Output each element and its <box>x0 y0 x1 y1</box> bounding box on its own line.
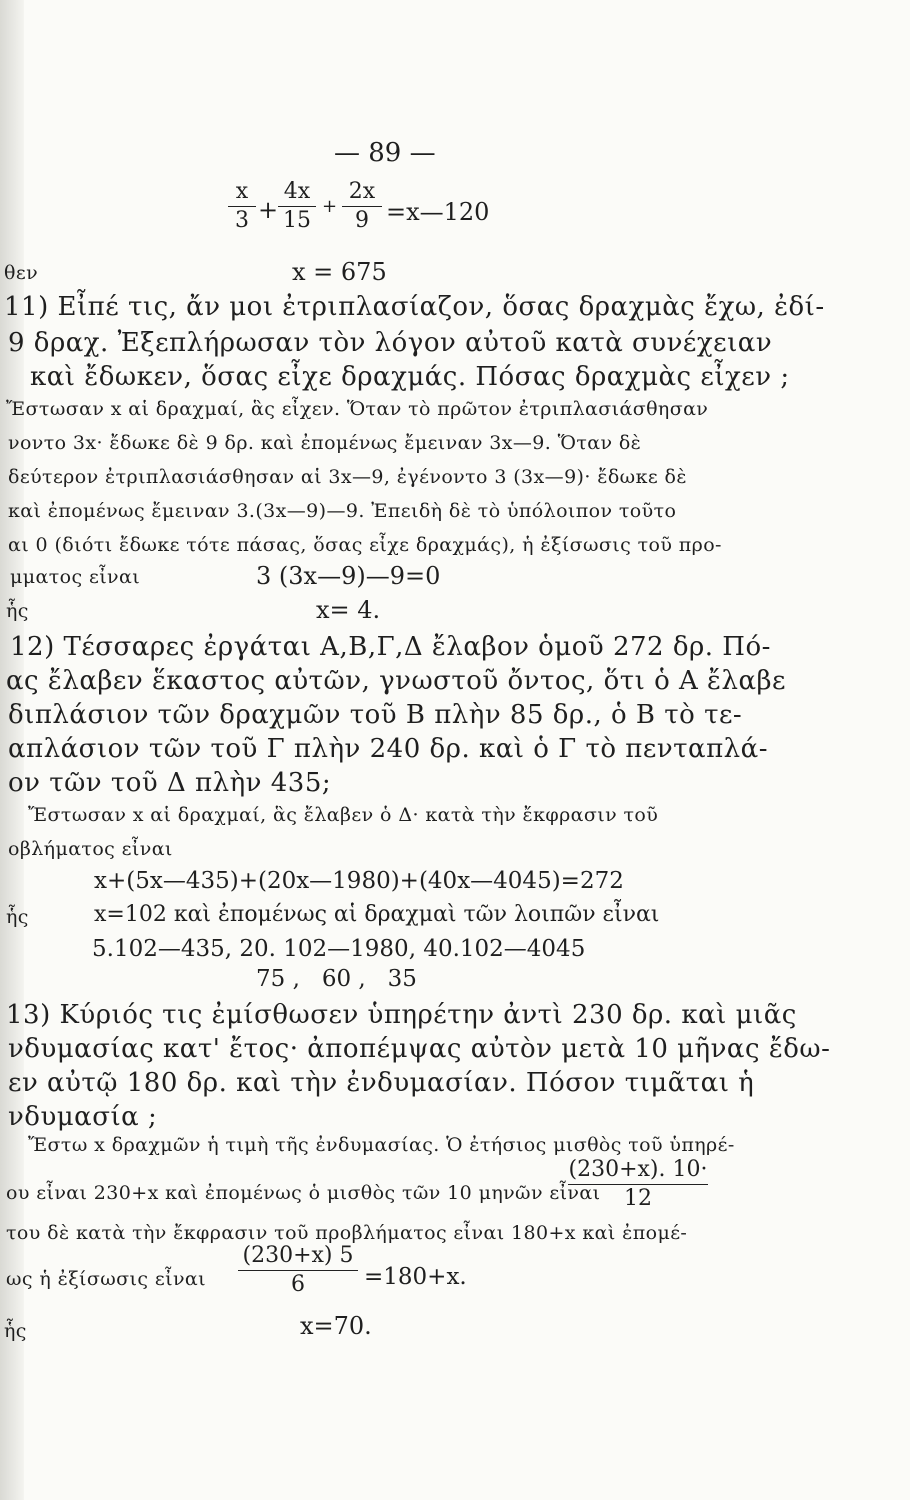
p11-line10-equation: x= 4. <box>316 596 381 624</box>
p13-line8-rhs: =180+x. <box>364 1264 467 1290</box>
hothen-equation: x = 675 <box>292 258 387 286</box>
p11-line10-label: ἧς <box>6 600 29 622</box>
p11-line6: δεύτερον ἐτριπλασιάσθησαν αἱ 3x—9, ἐγένοντο 3 (3x—9)· ἔδωκε δὲ <box>8 466 687 488</box>
p12-line5: ον τῶν τοῦ Δ πλὴν 435; <box>8 768 332 798</box>
p13-line8-fraction: (230+x) 5 6 <box>238 1244 358 1297</box>
p13-line5: Ἔστω x δραχμῶν ἡ τιμὴ τῆς ἐνδυμασίας. Ὁ ἐτήσιος μισθὸς τοῦ ὑπηρέ- <box>28 1134 735 1156</box>
eq1-plus-1: + <box>258 196 279 224</box>
p12-equation: x+(5x—435)+(20x—1980)+(40x—4045)=272 <box>94 868 624 894</box>
p11-line4: Ἔστωσαν x αἱ δραχμαί, ἃς εἶχεν. Ὅταν τὸ πρῶτον ἐτριπλασιάσθησαν <box>6 398 709 420</box>
p11-line9-equation: 3 (3x—9)—9=0 <box>256 562 441 590</box>
p12-line10: 5.102—435, 20. 102—1980, 40.102—4045 <box>92 936 586 962</box>
p13-line6-fraction: (230+x). 10· 12 <box>568 1157 708 1211</box>
p12-line11: 75 , 60 , 35 <box>256 966 417 992</box>
p11-line2: 9 δραχ. Ἐξεπλήρωσαν τὸν λόγον αὐτοῦ κατὰ συνέχειαν <box>8 328 773 358</box>
eq1-plus-2: + <box>322 196 338 217</box>
p12-line2: ας ἔλαβεν ἕκαστος αὐτῶν, γνωστοῦ ὄντος, ὅτι ὁ Α ἔλαβε <box>6 666 787 696</box>
p13-line8-label: ως ἡ ἐξίσωσις εἶναι <box>6 1268 206 1290</box>
p13-line4: νδυμασία ; <box>8 1102 158 1132</box>
p12-line9-label: ἧς <box>6 906 29 928</box>
page-number: — 89 — <box>334 138 436 168</box>
p12-line9: x=102 καὶ ἐπομένως αἱ δραχμαὶ τῶν λοιπῶν εἶναι <box>94 902 660 927</box>
p12-line6: Ἔστωσαν x αἱ δραχμαί, ἃς ἔλαβεν ὁ Δ· κατὰ τὴν ἔκφρασιν τοῦ <box>28 804 659 826</box>
p12-line7: οβλήματος εἶναι <box>8 838 173 860</box>
eq1-fraction-2: 4x 15 <box>278 180 316 233</box>
eq1-fraction-3: 2x 9 <box>342 180 382 233</box>
p13-line9-equation: x=70. <box>300 1312 372 1340</box>
p11-line5: νοντο 3x· ἔδωκε δὲ 9 δρ. καὶ ἐπομένως ἔμειναν 3x—9. Ὅταν δὲ <box>8 432 642 454</box>
p12-line4: απλάσιον τῶν τοῦ Γ πλὴν 240 δρ. καὶ ὁ Γ τὸ πενταπλά- <box>8 734 768 764</box>
p11-line8: αι 0 (διότι ἔδωκε τότε πάσας, ὅσας εἶχε δραχμάς), ἡ ἐξίσωσις τοῦ προ- <box>8 534 722 556</box>
p13-line3: εν αὐτῷ 180 δρ. καὶ τὴν ἐνδυμασίαν. Πόσον τιμᾶται ἡ <box>8 1068 755 1098</box>
p11-line7: καὶ ἐπομένως ἔμειναν 3.(3x—9)—9. Ἐπειδὴ δὲ τὸ ὑπόλοιπον τοῦτο <box>8 500 677 522</box>
p12-line3: διπλάσιον τῶν δραχμῶν τοῦ Β πλὴν 85 δρ., ὁ Β τὸ τε- <box>8 700 743 730</box>
eq1-rhs: =x—120 <box>386 198 490 226</box>
p13-line7: του δὲ κατὰ τὴν ἔκφρασιν τοῦ προβλήματος εἶναι 180+x καὶ ἐπομέ- <box>6 1222 688 1244</box>
p13-line2: νδυμασίας κατ' ἔτος· ἀποπέμψας αὐτὸν μετὰ 10 μῆνας ἔδω- <box>8 1034 831 1064</box>
hothen-label: θεν <box>4 262 39 284</box>
p11-line1: 11) Εἶπέ τις, ἄν μοι ἐτριπλασίαζον, ὅσας δραχμὰς ἔχω, ἐδί- <box>4 292 825 322</box>
p11-line3: καὶ ἔδωκεν, ὅσας εἶχε δραχμάς. Πόσας δραχμὰς εἶχεν ; <box>30 362 790 392</box>
p13-line9-label: ἧς <box>4 1320 27 1342</box>
p11-line9-label: μματος εἶναι <box>10 566 141 588</box>
p13-line1: 13) Κύριός τις ἐμίσθωσεν ὑπηρέτην ἀντὶ 230 δρ. καὶ μιᾶς <box>6 1000 797 1030</box>
p12-line1: 12) Τέσσαρες ἐργάται Α,Β,Γ,Δ ἔλαβον ὁμοῦ 272 δρ. Πό- <box>10 632 771 662</box>
eq1-fraction-1: x 3 <box>228 180 256 233</box>
p13-line6: ου εἶναι 230+x καὶ ἐπομένως ὁ μισθὸς τῶν 10 μηνῶν εἶναι <box>6 1182 601 1204</box>
